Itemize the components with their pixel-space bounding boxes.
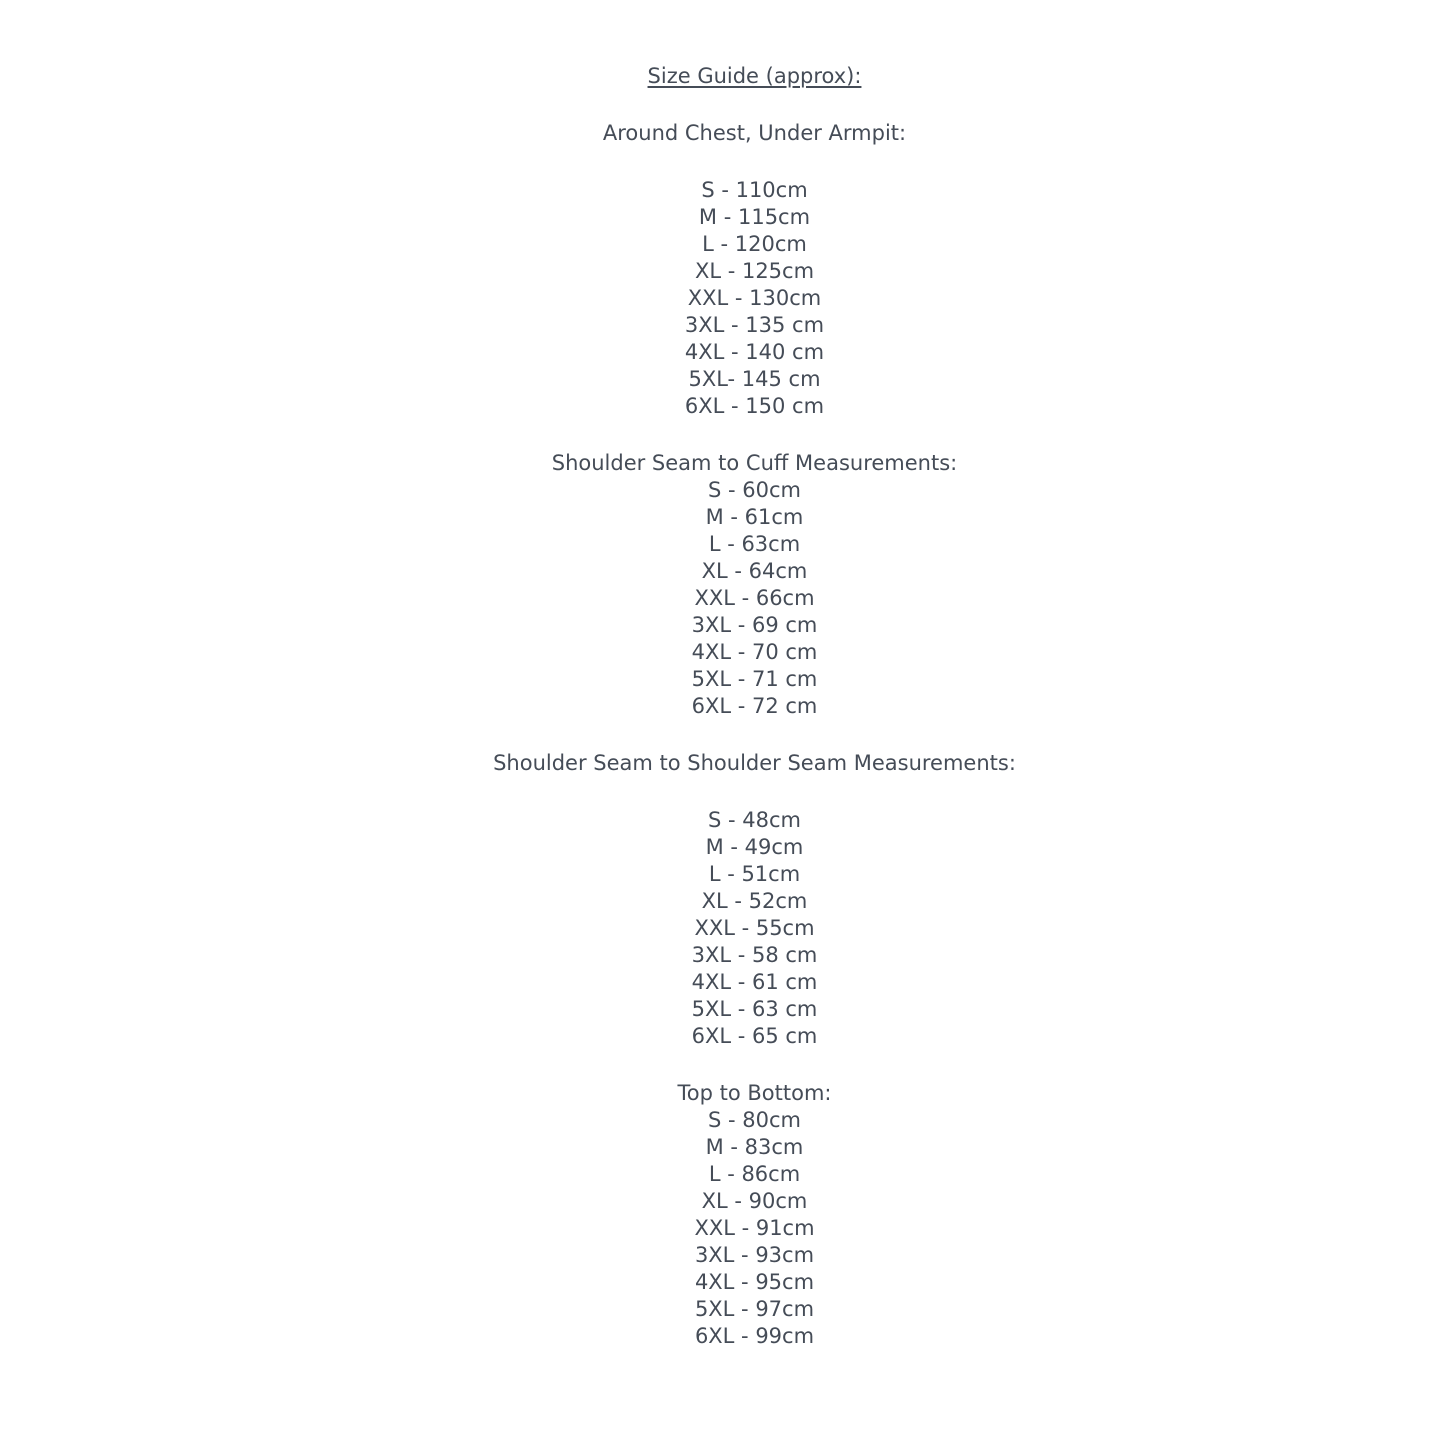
size-item: XXL - 91cm [694,1216,815,1240]
size-item: XL - 64cm [701,559,808,583]
size-item: S - 60cm [708,478,801,502]
size-item: M - 49cm [705,835,804,859]
size-item: L - 51cm [708,862,801,886]
size-item: 5XL - 71 cm [691,667,818,691]
size-item: 5XL - 63 cm [691,997,818,1021]
size-item: XXL - 130cm [687,286,822,310]
size-guide-title: Size Guide (approx): [647,64,862,88]
section-item-list [64,477,1445,720]
size-item: XL - 52cm [701,889,808,913]
size-item: M - 115cm [698,205,811,229]
size-item: XL - 90cm [701,1189,808,1213]
section-item-list [64,1107,1445,1350]
section-heading: Around Chest, Under Armpit: [602,121,907,145]
size-item: 6XL - 150 cm [684,394,825,418]
size-section [64,1080,1445,1350]
size-item: S - 48cm [708,808,801,832]
section-heading: Shoulder Seam to Cuff Measurements: [551,451,958,475]
size-item: S - 110cm [701,178,808,202]
size-item: 4XL - 140 cm [684,340,825,364]
section-item-list [64,177,1445,420]
size-section [64,450,1445,720]
size-section [64,120,1445,420]
section-heading: Top to Bottom: [677,1081,832,1105]
size-item: 5XL- 145 cm [688,367,821,391]
size-guide-sections [64,120,1445,1350]
size-item: L - 120cm [702,232,807,256]
size-item: 6XL - 99cm [694,1324,815,1348]
size-item: XXL - 66cm [694,586,815,610]
size-item: 4XL - 61 cm [691,970,818,994]
size-item: 3XL - 93cm [694,1243,815,1267]
size-item: 3XL - 58 cm [691,943,818,967]
size-item: 5XL - 97cm [694,1297,815,1321]
size-item: S - 80cm [708,1108,801,1132]
size-item: XL - 125cm [694,259,815,283]
size-item: M - 83cm [705,1135,804,1159]
size-item: L - 86cm [708,1162,801,1186]
section-heading: Shoulder Seam to Shoulder Seam Measurements: [493,751,1016,775]
size-item: 6XL - 65 cm [691,1024,818,1048]
size-item: M - 61cm [705,505,804,529]
size-section [64,750,1445,1050]
size-item: L - 63cm [708,532,801,556]
size-item: XXL - 55cm [694,916,815,940]
size-item: 4XL - 70 cm [691,640,818,664]
size-item: 3XL - 69 cm [691,613,818,637]
size-item: 3XL - 135 cm [684,313,825,337]
size-item: 6XL - 72 cm [691,694,818,718]
section-item-list [64,807,1445,1050]
size-item: 4XL - 95cm [694,1270,815,1294]
